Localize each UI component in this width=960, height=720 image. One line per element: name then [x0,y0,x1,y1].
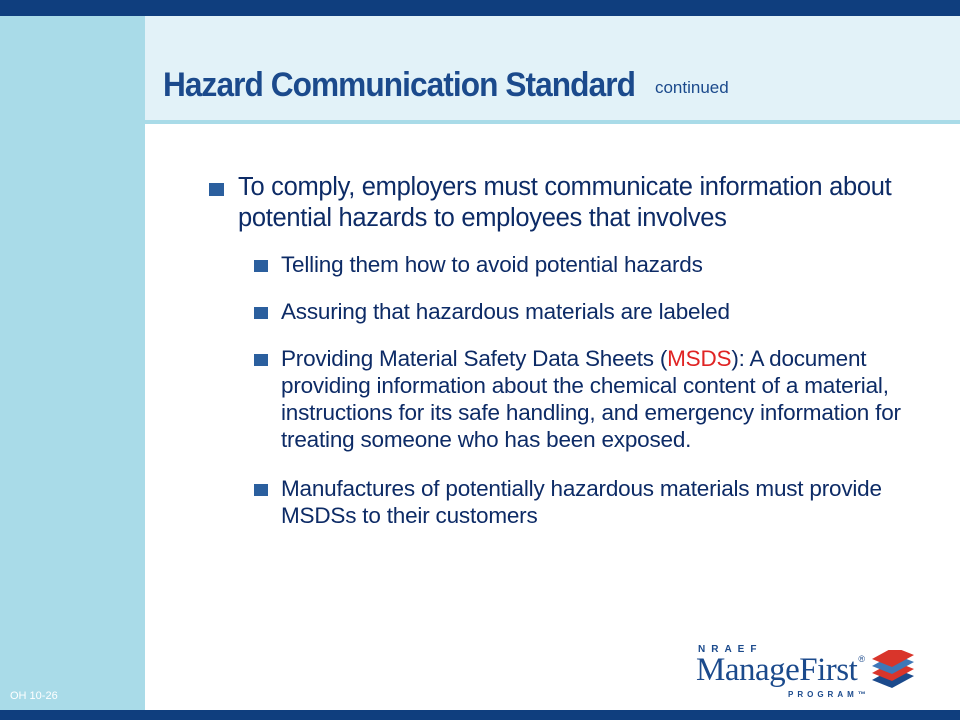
square-bullet-icon [254,484,268,496]
slide-title-main: Hazard Communication Standard [163,66,635,104]
slide-title-suffix: continued [654,78,729,97]
bullet-list [209,172,909,529]
stacked-books-icon [868,650,918,694]
slide-code: OH 10-26 [10,690,58,702]
slide-title [163,66,729,105]
left-strip [0,16,145,710]
sub-bullet-text: Assuring that hazardous materials are labeled [281,299,730,324]
header-bar [0,0,960,16]
square-bullet-icon [209,183,224,196]
logo-top-line: NRAEF [698,644,763,655]
footer-bar [0,710,960,720]
logo-wordmark [696,652,864,689]
bullet-main-text: To comply, employers must communicate information about potential hazards to employees that involves [238,173,892,232]
bullet-main [209,172,909,234]
square-bullet-icon [254,307,268,319]
square-bullet-icon [254,260,268,272]
sub-bullet [254,298,909,325]
sub-bullet-text-after: ): A document providing information about the chemical content of a material, instructions for its safe handling, and emergency information for treating someone who has been exposed. [281,346,901,452]
sub-bullet-text: Telling them how to avoid potential hazards [281,252,703,277]
logo-bottom-line: PROGRAM™ [788,690,870,699]
logo-wordmark-text: ManageFirst [696,652,858,688]
managefirst-logo [696,644,936,704]
msds-highlight: MSDS [667,346,732,371]
registered-mark: ® [858,654,865,664]
sub-bullet [254,251,909,278]
sub-bullet [254,475,909,529]
sub-bullet [254,345,909,453]
sub-bullet-text-before: Providing Material Safety Data Sheets ( [281,346,668,371]
title-rule [145,120,960,124]
square-bullet-icon [254,354,268,366]
sub-bullet-text: Manufactures of potentially hazardous materials must provide MSDSs to their customers [281,476,882,528]
